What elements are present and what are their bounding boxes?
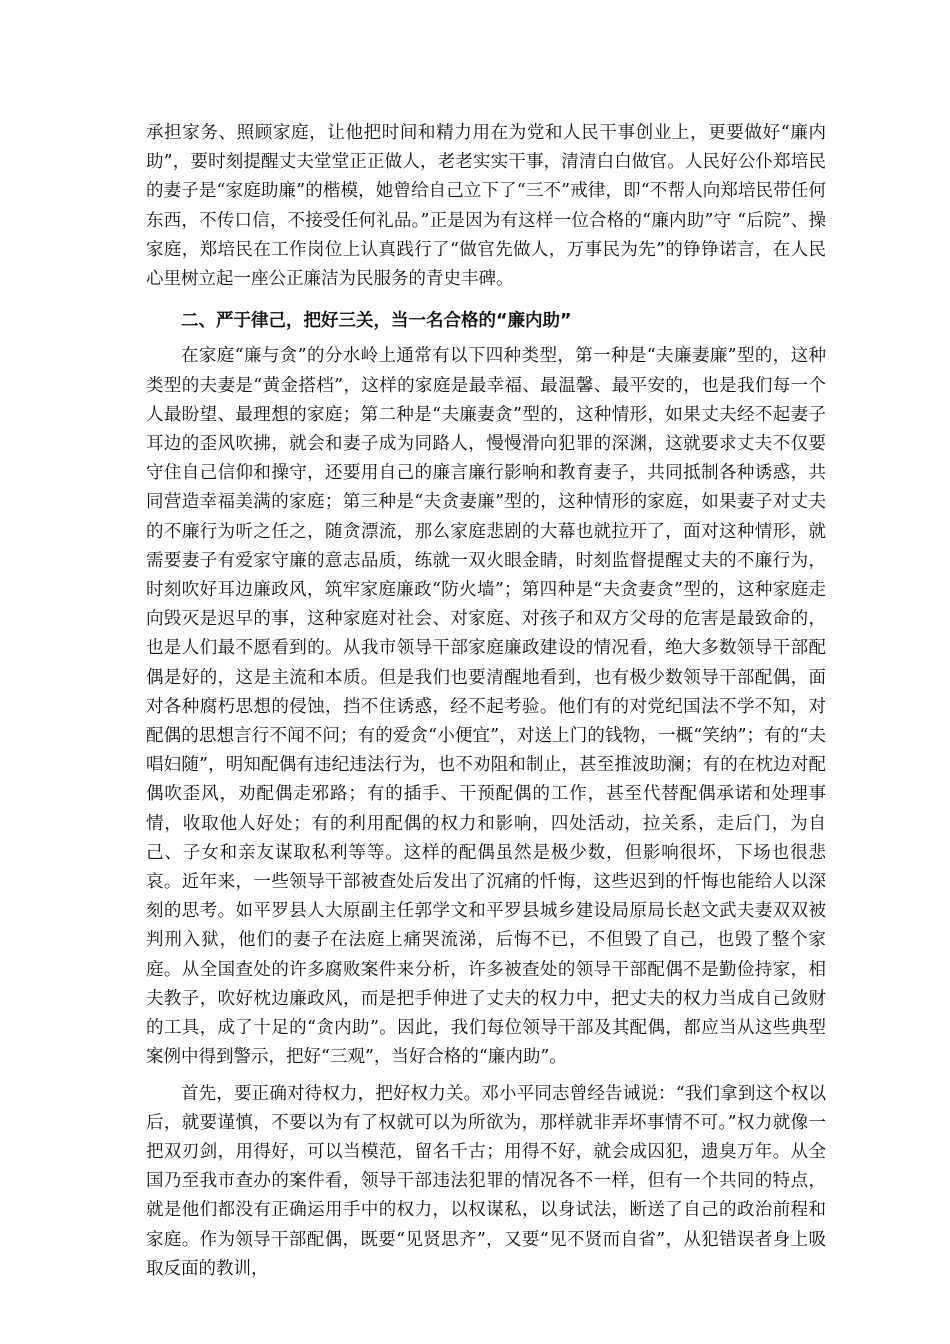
paragraph-four-types: 在家庭“廉与贪”的分水岭上通常有以下四种类型，第一种是“夫廉妻廉”型的，这种类型的夫妻是“黄金搭档”，这样的家庭是最幸福、最温馨、最平安的，也是我们每一个人最盼望、最理想的家庭；第二种是“夫廉妻贪”型的，这种情形，如果丈夫经不起妻子耳边的歪风吹拂，就会和妻子成为同路人，慢慢滑向犯罪的深渊，这就要求丈夫不仅要守住自己信仰和操守，还要用自己的廉言廉行影响和教育妻子，共同抵制各种诱惑，共同营造幸福美满的家庭；第三种是“夫贪妻廉”型的，这种情形的家庭，如果妻子对丈夫的不廉行为听之任之，随贪漂流，那么家庭悲剧的大幕也就拉开了，面对这种情形，就需要妻子有爱家守廉的意志品质，练就一双火眼金睛，时刻监督提醒丈夫的不廉行为，时刻吹好耳边廉政风，筑牢家庭廉政“防火墙”；第四种是“夫贪妻贪”型的，这种家庭走向毁灭是迟早的事，这种家庭对社会、对家庭、对孩子和双方父母的危害是最致命的，也是人们最不愿看到的。从我市领导干部家庭廉政建设的情况看，绝大多数领导干部配偶是好的，这是主流和本质。但是我们也要清醒地看到，也有极少数领导干部配偶，面对各种腐朽思想的侵蚀，挡不住诱惑，经不起考验。他们有的对党纪国法不学不知，对配偶的思想言行不闻不问；有的爱贪“小便宜”，对送上门的钱物，一概“笑纳”；有的“夫唱妇随”，明知配偶有违纪违法行为，也不劝阻和制止，甚至推波助澜；有的在枕边对配偶吹歪风，劝配偶走邪路；有的插手、干预配偶的工作，甚至代替配偶承诺和处理事情，收取他人好处；有的利用配偶的权力和影响，四处活动，拉关系，走后门，为自己、子女和亲友谋取私利等等。这样的配偶虽然是极少数，但影响很坏，下场也很悲哀。近年来，一些领导干部被查处后发出了沉痛的忏悔，这些迟到的忏悔也能给人以深刻的思考。如平罗县人大原副主任郭学文和平罗县城乡建设局原局长赵文武夫妻双双被判刑入狱，他们的妻子在法庭上痛哭流涕，后悔不已，不但毁了自己，也毁了整个家庭。从全国查处的许多腐败案件来分析，许多被查处的领导干部配偶不是勤俭持家，相夫教子，吹好枕边廉政风，而是把手伸进了丈夫的权力中，把丈夫的权力当成自己敛财的工具，成了十足的“贪内助”。因此，我们每位领导干部及其配偶，都应当从这些典型案例中得到警示，把好“三观”，当好合格的“廉内助”。 xyxy=(146,346,826,1068)
spacer xyxy=(146,1073,826,1080)
document-body xyxy=(146,119,826,1284)
section-heading: 二、严于律己，把好三关，当一名合格的“廉内助” xyxy=(181,311,572,332)
spacer xyxy=(146,294,826,301)
paragraph-power: 首先，要正确对待权力，把好权力关。邓小平同志曾经告诫说：“我们拿到这个权以后，就要谨慎，不要以为有了权就可以为所欲为，那样就非弄坏事情不可。”权力就像一把双刃剑，用得好，可以当模范，留名千古；用得不好，就会成囚犯，遗臭万年。从全国乃至我市查办的案件看，领导干部违法犯罪的情况各不一样，但有一个共同的特点，就是他们都没有正确运用手中的权力，以权谋私，以身试法，断送了自己的政治前程和家庭。作为领导干部配偶，既要“见贤思齐”，又要“见不贤而自省”，从犯错误者身上吸取反面的教训， xyxy=(146,1083,826,1279)
paragraph-continuation: 承担家务、照顾家庭，让他把时间和精力用在为党和人民干事创业上，更要做好“廉内助”，要时刻提醒丈夫堂堂正正做人，老老实实干事，清清白白做官。人民好公仆郑培民的妻子是“家庭助廉”的楷模，她曾给自己立下了“三不”戒律，即“不帮人向郑培民带任何东西，不传口信，不接受任何礼品。”正是因为有这样一位合格的“廉内助”守 “后院”、操家庭，郑培民在工作岗位上认真践行了“做官先做人，万事民为先”的铮铮诺言，在人民心里树立起一座公正廉洁为民服务的青史丰碑。 xyxy=(146,123,826,290)
